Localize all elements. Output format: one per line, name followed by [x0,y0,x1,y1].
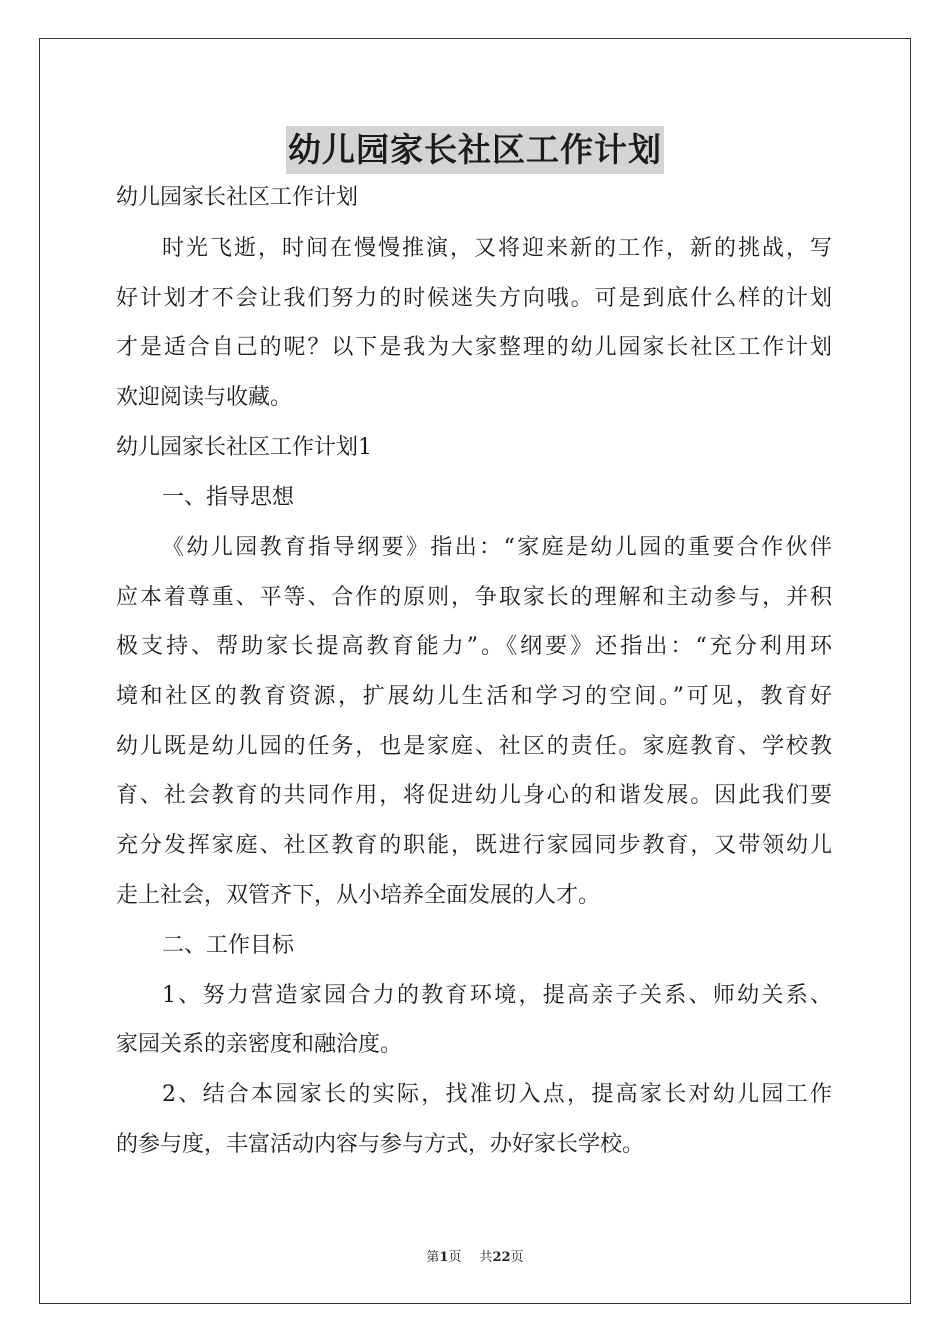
paragraph-line: 才是适合自己的呢？以下是我为大家整理的幼儿园家长社区工作计划 [116,335,832,360]
paragraph-line: 1、努力营造家园合力的教育环境，提高亲子关系、师幼关系、 [162,983,832,1008]
paragraph-line: 家园关系的亲密度和融洽度。 [116,1032,403,1057]
page-footer [0,1246,950,1265]
section-heading: 幼儿园家长社区工作计划1 [116,435,372,460]
title-wrap [0,126,950,174]
total-pages: 22 [492,1250,511,1265]
page-prefix: 第 [426,1250,440,1265]
document-title: 幼儿园家长社区工作计划 [286,126,664,174]
paragraph-line: 极支持、帮助家长提高教育能力”。《纲要》还指出：“充分利用环 [116,634,832,659]
paragraph-line: 时光飞逝，时间在慢慢推演，又将迎来新的工作，新的挑战，写 [162,236,832,261]
paragraph-line: 好计划才不会让我们努力的时候迷失方向哦。可是到底什么样的计划 [116,286,832,311]
paragraph-line: 欢迎阅读与收藏。 [116,385,293,410]
subsection-heading: 二、工作目标 [162,933,295,958]
total-suffix: 页 [510,1250,524,1265]
subtitle-line: 幼儿园家长社区工作计划 [116,185,359,210]
paragraph-line: 《幼儿园教育指导纲要》指出：“家庭是幼儿园的重要合作伙伴 [162,535,832,560]
page-number: 1 [439,1250,449,1265]
paragraph-line: 育、社会教育的共同作用，将促进幼儿身心的和谐发展。因此我们要 [116,783,832,808]
paragraph-line: 应本着尊重、平等、合作的原则，争取家长的理解和主动参与，并积 [116,585,832,610]
paragraph-line: 走上社会，双管齐下，从小培养全面发展的人才。 [116,883,601,908]
page-suffix: 页 [448,1250,462,1265]
paragraph-line: 2、结合本园家长的实际，找准切入点，提高家长对幼儿园工作 [162,1082,832,1107]
paragraph-line: 充分发挥家庭、社区教育的职能，既进行家园同步教育，又带领幼儿 [116,833,832,858]
paragraph-line: 境和社区的教育资源，扩展幼儿生活和学习的空间。”可见，教育好 [116,684,832,709]
paragraph-line: 幼儿既是幼儿园的任务，也是家庭、社区的责任。家庭教育、学校教 [116,734,832,759]
total-prefix: 共 [479,1250,493,1265]
subsection-heading: 一、指导思想 [162,485,295,510]
paragraph-line: 的参与度，丰富活动内容与参与方式，办好家长学校。 [116,1132,645,1157]
